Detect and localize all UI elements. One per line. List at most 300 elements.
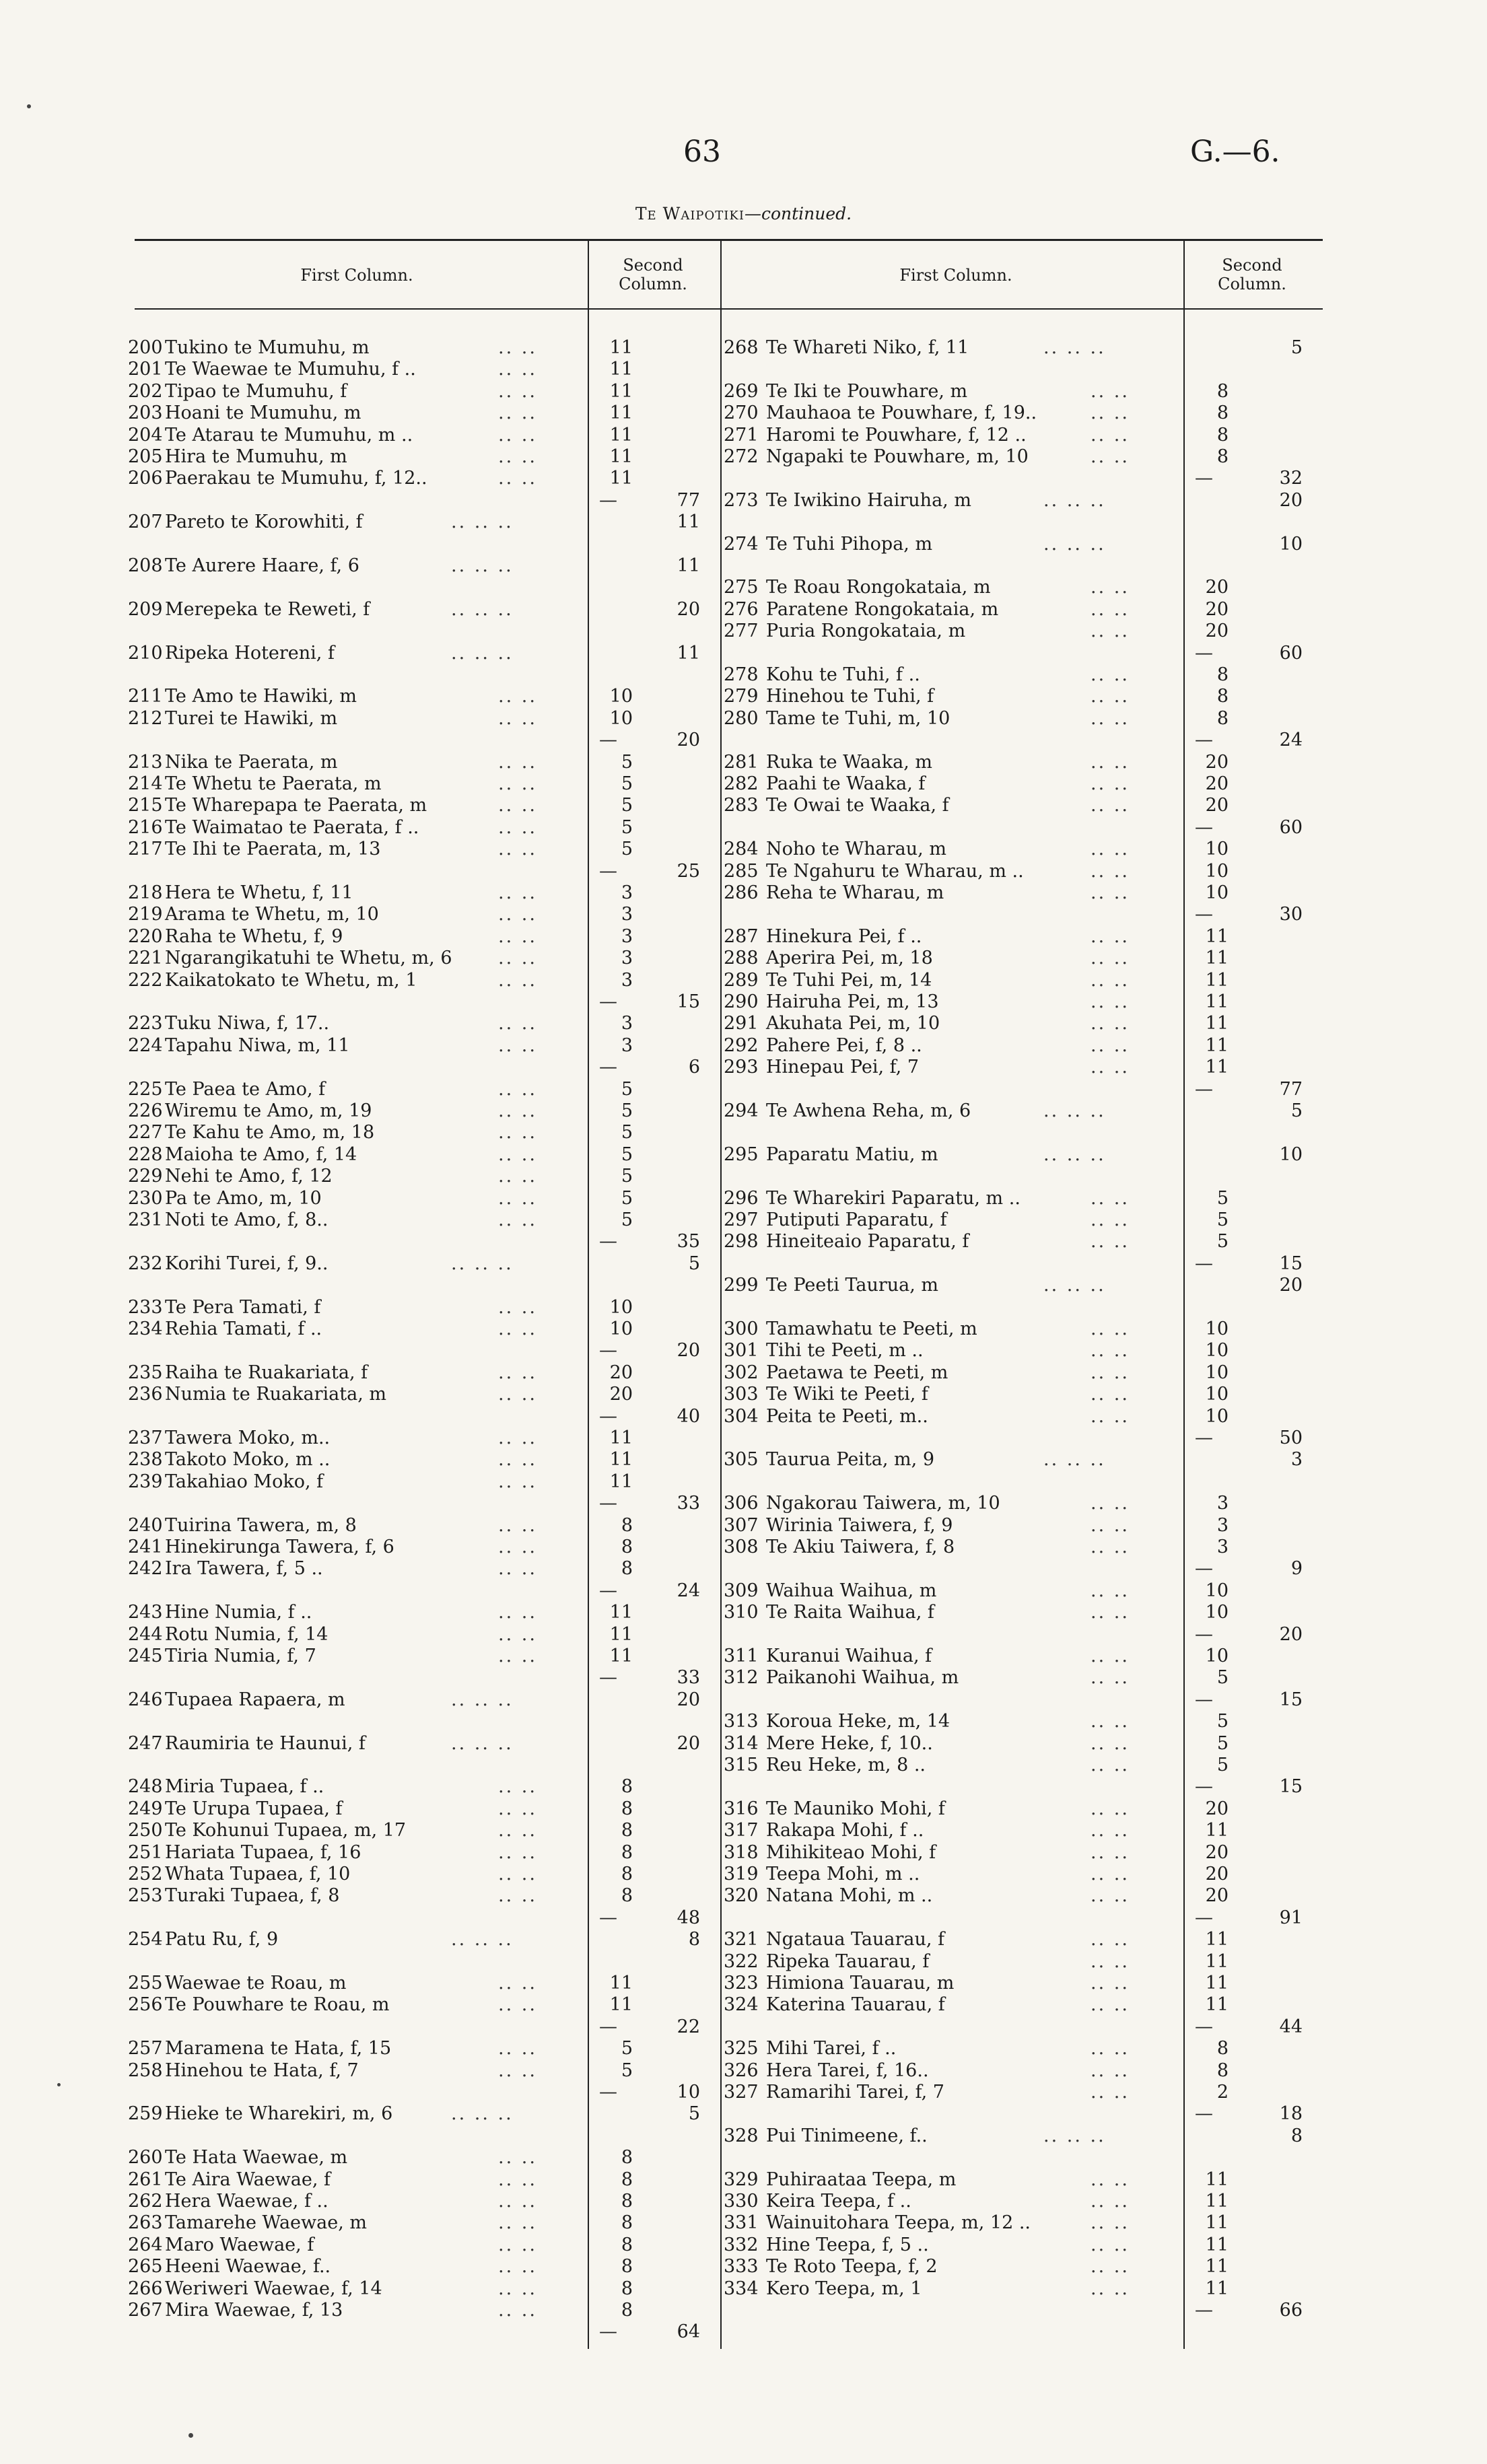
entry-number: 280 (724, 708, 759, 729)
register-row (0, 1100, 1487, 1123)
subtotal-rule: — (1195, 1079, 1213, 1100)
entry-value: 20 (1205, 1864, 1229, 1885)
entry-number: 306 (724, 1493, 759, 1514)
entry-value: 20 (677, 1733, 700, 1754)
entry-value: 5 (621, 817, 633, 838)
entry-value: 10 (1205, 1646, 1229, 1666)
entry-number: 256 (128, 1994, 163, 2015)
register-row (0, 533, 1487, 556)
entry-name: Hira te Mumuhu, m (165, 446, 347, 467)
register-row (0, 2169, 1487, 2191)
register-row (0, 424, 1487, 447)
leader-dots: .. .. (1091, 991, 1130, 1012)
register-row (0, 1471, 1487, 1493)
leader-dots: .. .. .. (1043, 534, 1106, 555)
register-row (0, 337, 1487, 359)
leader-dots: .. .. (498, 1798, 537, 1819)
entry-name: Heeni Waewae, f.. (165, 2256, 331, 2277)
entry-value: 8 (621, 1558, 633, 1579)
register-row (0, 620, 1487, 643)
register-row (0, 1296, 1487, 1319)
entry-name: Te Kahu te Amo, m, 18 (165, 1122, 375, 1143)
entry-value: 8 (621, 2169, 633, 2190)
leader-dots: .. .. (1091, 1994, 1130, 2015)
subtotal-value: 60 (1279, 643, 1303, 664)
entry-number: 211 (128, 686, 163, 707)
register-row (0, 1645, 1487, 1668)
leader-dots: .. .. .. (1043, 1144, 1106, 1165)
subtotal-value: 20 (1279, 1624, 1303, 1645)
entry-name: Turei te Hawiki, m (165, 708, 338, 729)
leader-dots: .. .. (498, 2234, 537, 2255)
leader-dots: .. .. (498, 926, 537, 947)
leader-dots: .. .. .. (451, 512, 514, 532)
entry-value: 11 (1205, 1057, 1229, 1078)
register-row (0, 1841, 1487, 1864)
entry-name: Korihi Turei, f, 9.. (165, 1253, 328, 1274)
entry-number: 251 (128, 1842, 163, 1863)
entry-number: 220 (128, 926, 163, 947)
subtotal-rule: — (1195, 1624, 1213, 1645)
entry-name: Ripeka Hotereni, f (165, 643, 335, 664)
right-second-column-header (1185, 256, 1319, 293)
subtotal-value: 48 (677, 1907, 700, 1928)
entry-name: Pui Tinimeene, f.. (766, 2125, 928, 2146)
leader-dots: .. .. (498, 1471, 537, 1492)
subtotal-value: 20 (677, 730, 700, 750)
entry-value: 2 (1216, 2082, 1229, 2103)
entry-name: Miria Tupaea, f .. (165, 1776, 324, 1797)
entry-number: 314 (724, 1733, 759, 1754)
subtotal-row (0, 816, 1487, 839)
entry-value: 11 (609, 468, 633, 489)
entry-value: 8 (621, 2234, 633, 2255)
subtotal-value: 60 (1279, 817, 1303, 838)
register-row (0, 2125, 1487, 2148)
subtotal-value: 24 (677, 1580, 700, 1601)
entry-name: Noho te Wharau, m (766, 839, 946, 859)
entry-number: 331 (724, 2212, 759, 2233)
entry-name: Katerina Tauarau, f (766, 1994, 945, 2015)
leader-dots: .. .. (498, 1646, 537, 1666)
entry-name: Tukino te Mumuhu, m (165, 337, 370, 358)
entry-name: Hera Waewae, f .. (165, 2191, 328, 2212)
entry-value: 11 (677, 643, 700, 664)
leader-dots: .. .. (498, 1864, 537, 1885)
register-row (0, 1339, 1487, 1362)
subtotal-rule: — (1195, 1907, 1213, 1928)
entry-number: 279 (724, 686, 759, 707)
header-line-1: Second (623, 256, 683, 275)
entry-number: 236 (128, 1384, 163, 1405)
entry-number: 289 (724, 970, 759, 991)
entry-value: 11 (677, 555, 700, 576)
entry-number: 333 (724, 2256, 759, 2277)
entry-number: 202 (128, 381, 163, 402)
entry-name: Kaikatokato te Whetu, m, 1 (165, 970, 417, 991)
subtotal-value: 15 (1279, 1776, 1303, 1797)
entry-number: 200 (128, 337, 163, 358)
leader-dots: .. .. (1091, 839, 1130, 859)
leader-dots: .. .. (1091, 1951, 1130, 1972)
entry-number: 264 (128, 2234, 163, 2255)
subtotal-rule: — (599, 2082, 617, 2103)
leader-dots: .. .. (498, 2191, 537, 2212)
entry-number: 222 (128, 970, 163, 991)
entry-name: Reu Heke, m, 8 .. (766, 1755, 926, 1775)
entry-name: Mauhaoa te Pouwhare, f, 19.. (766, 402, 1037, 423)
entry-name: Te Ihi te Paerata, m, 13 (165, 839, 381, 859)
subtotal-value: 91 (1279, 1907, 1303, 1928)
leader-dots: .. .. (1091, 446, 1130, 467)
leader-dots: .. .. (498, 359, 537, 380)
entry-name: Noti te Amo, f, 8.. (165, 1209, 328, 1230)
page-title (0, 204, 1487, 223)
entry-name: Puhiraataa Teepa, m (766, 2169, 957, 2190)
entry-value: 20 (677, 599, 700, 620)
register-row (0, 446, 1487, 468)
entry-name: Tihi te Peeti, m .. (766, 1340, 924, 1361)
entry-value: 11 (1205, 970, 1229, 991)
entry-number: 309 (724, 1580, 759, 1601)
register-row (0, 1732, 1487, 1755)
entry-value: 11 (1205, 926, 1229, 947)
entry-number: 287 (724, 926, 759, 947)
subtotal-row (0, 2103, 1487, 2125)
entry-number: 316 (724, 1798, 759, 1819)
leader-dots: .. .. (1091, 1384, 1130, 1405)
leader-dots: .. .. .. (451, 1253, 514, 1274)
register-row (0, 1274, 1487, 1297)
entry-name: Taurua Peita, m, 9 (766, 1449, 935, 1470)
entry-name: Tuku Niwa, f, 17.. (165, 1013, 330, 1034)
entry-number: 330 (724, 2191, 759, 2212)
entry-number: 215 (128, 795, 163, 816)
leader-dots: .. .. (1091, 2060, 1130, 2081)
entry-name: Maro Waewae, f (165, 2234, 314, 2255)
entry-name: Pa te Amo, m, 10 (165, 1188, 322, 1209)
leader-dots: .. .. (1091, 2212, 1130, 2233)
entry-value: 5 (1290, 1100, 1303, 1121)
entry-number: 233 (128, 1297, 163, 1318)
subtotal-rule: — (1195, 1776, 1213, 1797)
title-caps: Te Waipotiki (635, 204, 745, 223)
entry-value: 3 (1216, 1537, 1229, 1557)
entry-value: 8 (1216, 425, 1229, 446)
entry-name: Haromi te Pouwhare, f, 12 .. (766, 425, 1027, 446)
entry-number: 327 (724, 2082, 759, 2103)
register-row (0, 402, 1487, 425)
entry-value: 11 (1205, 2278, 1229, 2299)
entry-value: 11 (677, 512, 700, 532)
subtotal-rule: — (599, 861, 617, 882)
entry-value: 11 (1205, 1994, 1229, 2015)
entry-name: Takoto Moko, m .. (165, 1449, 331, 1470)
leader-dots: .. .. (1091, 1646, 1130, 1666)
entry-value: 5 (621, 2060, 633, 2081)
register-row (0, 380, 1487, 403)
entry-name: Rehia Tamati, f .. (165, 1318, 322, 1339)
subtotal-row (0, 642, 1487, 665)
entry-name: Hine Teepa, f, 5 .. (766, 2234, 929, 2255)
leader-dots: .. .. (498, 882, 537, 903)
subtotal-value: 66 (1279, 2300, 1303, 2321)
entry-name: Kuranui Waihua, f (766, 1646, 932, 1666)
entry-value: 5 (1216, 1711, 1229, 1732)
entry-name: Te Paea te Amo, f (165, 1079, 326, 1100)
entry-name: Hieke te Wharekiri, m, 6 (165, 2103, 393, 2124)
entry-value: 10 (609, 686, 633, 707)
leader-dots: .. .. .. (451, 2103, 514, 2124)
register-row (0, 1383, 1487, 1406)
entry-number: 201 (128, 359, 163, 380)
entry-value: 8 (621, 1842, 633, 1863)
entry-number: 260 (128, 2147, 163, 2168)
subtotal-rule: — (599, 1580, 617, 1601)
entry-number: 254 (128, 1929, 163, 1950)
leader-dots: .. .. (498, 1428, 537, 1448)
entry-value: 5 (621, 1079, 633, 1100)
entry-name: Wirinia Taiwera, f, 9 (766, 1515, 953, 1536)
entry-number: 325 (724, 2038, 759, 2059)
entry-name: Te Awhena Reha, m, 6 (766, 1100, 971, 1121)
entry-name: Tupaea Rapaera, m (165, 1689, 345, 1710)
subtotal-value: 10 (677, 2082, 700, 2103)
entry-name: Raha te Whetu, f, 9 (165, 926, 343, 947)
entry-value: 10 (1205, 1602, 1229, 1623)
entry-name: Himiona Tauarau, m (766, 1973, 955, 1994)
entry-value: 5 (621, 1166, 633, 1187)
leader-dots: .. .. (498, 1384, 537, 1405)
entry-number: 212 (128, 708, 163, 729)
entry-value: 20 (1205, 577, 1229, 598)
entry-value: 10 (1205, 1580, 1229, 1601)
register-row (0, 1819, 1487, 1842)
entry-value: 5 (1216, 1733, 1229, 1754)
entry-number: 242 (128, 1558, 163, 1579)
entry-value: 5 (621, 1144, 633, 1165)
entry-number: 324 (724, 1994, 759, 2015)
entry-number: 271 (724, 425, 759, 446)
entry-name: Raiha te Ruakariata, f (165, 1362, 368, 1383)
leader-dots: .. .. (498, 839, 537, 859)
leader-dots: .. .. .. (1043, 490, 1106, 511)
leader-dots: .. .. (498, 2212, 537, 2233)
subtotal-value: 40 (677, 1406, 700, 1427)
subtotal-rule: — (1195, 2300, 1213, 2321)
entry-value: 11 (1205, 2234, 1229, 2255)
register-row (0, 1034, 1487, 1057)
right-first-column-header: First Column. (899, 266, 1012, 285)
entry-number: 232 (128, 1253, 163, 1274)
leader-dots: .. .. (1091, 2191, 1130, 2212)
entry-value: 5 (1290, 337, 1303, 358)
entry-value: 10 (609, 708, 633, 729)
entry-name: Merepeka te Reweti, f (165, 599, 370, 620)
subtotal-value: 33 (677, 1667, 700, 1688)
register-row (0, 925, 1487, 948)
entry-value: 8 (621, 2300, 633, 2321)
entry-number: 290 (724, 991, 759, 1012)
entry-value: 3 (1290, 1449, 1303, 1470)
entry-number: 235 (128, 1362, 163, 1383)
entry-number: 266 (128, 2278, 163, 2299)
register-row (0, 1885, 1487, 1907)
register-row (0, 1012, 1487, 1035)
register-row (0, 751, 1487, 774)
leader-dots: .. .. (1091, 970, 1130, 991)
entry-name: Hinepau Pei, f, 7 (766, 1057, 920, 1078)
leader-dots: .. .. (1091, 795, 1130, 816)
entry-value: 20 (1205, 621, 1229, 641)
leader-dots: .. .. (498, 708, 537, 729)
entry-value: 20 (1205, 1885, 1229, 1906)
register-row (0, 1950, 1487, 1973)
entry-number: 219 (128, 904, 163, 925)
leader-dots: .. .. (498, 1166, 537, 1187)
entry-value: 11 (1205, 2212, 1229, 2233)
leader-dots: .. .. (498, 2278, 537, 2299)
register-row (0, 598, 1487, 621)
subtotal-rule: — (599, 1406, 617, 1427)
leader-dots: .. .. (1091, 708, 1130, 729)
entry-name: Tamarehe Waewae, m (165, 2212, 367, 2233)
subtotal-value: 22 (677, 2016, 700, 2037)
leader-dots: .. .. (498, 1449, 537, 1470)
leader-dots: .. .. (1091, 1885, 1130, 1906)
entry-number: 319 (724, 1864, 759, 1885)
entry-name: Tawera Moko, m.. (165, 1428, 331, 1448)
entry-name: Hera te Whetu, f, 11 (165, 882, 353, 903)
left-second-column-header (589, 256, 717, 293)
entry-name: Ngataua Tauarau, f (766, 1929, 945, 1950)
entry-name: Mira Waewae, f, 13 (165, 2300, 343, 2321)
entry-name: Te Pera Tamati, f (165, 1297, 321, 1318)
subtotal-rule: — (1195, 904, 1213, 925)
entry-value: 10 (1205, 1318, 1229, 1339)
entry-number: 334 (724, 2278, 759, 2299)
subtotal-value: 77 (677, 490, 700, 511)
leader-dots: .. .. .. (451, 1733, 514, 1754)
page-number: 63 (683, 135, 721, 169)
entry-name: Ira Tawera, f, 5 .. (165, 1558, 323, 1579)
leader-dots: .. .. (498, 1994, 537, 2015)
entry-name: Kero Teepa, m, 1 (766, 2278, 922, 2299)
entry-number: 249 (128, 1798, 163, 1819)
leader-dots: .. .. (498, 795, 537, 816)
entry-number: 229 (128, 1166, 163, 1187)
entry-value: 5 (621, 1122, 633, 1143)
entry-number: 293 (724, 1057, 759, 1078)
entry-value: 20 (677, 1689, 700, 1710)
entry-number: 244 (128, 1624, 163, 1645)
entry-name: Paratene Rongokataia, m (766, 599, 999, 620)
leader-dots: .. .. (1091, 2234, 1130, 2255)
subtotal-value: 35 (677, 1231, 700, 1252)
entry-number: 267 (128, 2300, 163, 2321)
entry-name: Te Amo te Hawiki, m (165, 686, 357, 707)
subtotal-row (0, 1557, 1487, 1580)
entry-name: Hairuha Pei, m, 13 (766, 991, 939, 1012)
register-row (0, 1318, 1487, 1341)
entry-number: 218 (128, 882, 163, 903)
entry-name: Pahere Pei, f, 8 .. (766, 1035, 922, 1056)
entry-name: Te Atarau te Mumuhu, m .. (165, 425, 413, 446)
entry-value: 5 (1216, 1188, 1229, 1209)
entry-number: 237 (128, 1428, 163, 1448)
leader-dots: .. .. (1091, 2169, 1130, 2190)
entry-name: Nika te Paerata, m (165, 752, 338, 773)
entry-name: Hineiteaio Paparatu, f (766, 1231, 969, 1252)
subtotal-row (0, 1078, 1487, 1101)
entry-name: Te Waimatao te Paerata, f .. (165, 817, 419, 838)
leader-dots: .. .. (1091, 1798, 1130, 1819)
leader-dots: .. .. (1091, 1013, 1130, 1034)
entry-number: 296 (724, 1188, 759, 1209)
entry-value: 8 (1216, 708, 1229, 729)
entry-number: 258 (128, 2060, 163, 2081)
entry-value: 10 (1205, 1362, 1229, 1383)
entry-value: 8 (1216, 402, 1229, 423)
register-row (0, 1710, 1487, 1733)
entry-name: Tapahu Niwa, m, 11 (165, 1035, 350, 1056)
entry-name: Pareto te Korowhiti, f (165, 512, 363, 532)
entry-name: Rotu Numia, f, 14 (165, 1624, 328, 1645)
leader-dots: .. .. (498, 2256, 537, 2277)
subtotal-value: 9 (1290, 1558, 1303, 1579)
entry-name: Aperira Pei, m, 18 (766, 948, 933, 969)
leader-dots: .. .. (498, 1362, 537, 1383)
entry-value: 8 (1216, 664, 1229, 685)
entry-name: Te Owai te Waaka, f (766, 795, 949, 816)
entry-number: 298 (724, 1231, 759, 1252)
document-code: G.—6. (1190, 135, 1280, 169)
entry-number: 317 (724, 1820, 759, 1841)
leader-dots: .. .. (1091, 2278, 1130, 2299)
entry-name: Te Whetu te Paerata, m (165, 773, 382, 794)
entry-value: 11 (1205, 1013, 1229, 1034)
entry-name: Te Wiki te Peeti, f (766, 1384, 928, 1405)
entry-name: Tuirina Tawera, m, 8 (165, 1515, 357, 1536)
entry-name: Rakapa Mohi, f .. (766, 1820, 924, 1841)
register-row (0, 1601, 1487, 1624)
entry-value: 5 (688, 2103, 700, 2124)
entry-number: 221 (128, 948, 163, 969)
entry-name: Te Pouwhare te Roau, m (165, 1994, 390, 2015)
entry-name: Te Wharekiri Paparatu, m .. (766, 1188, 1021, 1209)
entry-value: 5 (688, 1253, 700, 1274)
entry-name: Arama te Whetu, m, 10 (165, 904, 379, 925)
register-row (0, 707, 1487, 730)
entry-number: 284 (724, 839, 759, 859)
entry-name: Te Mauniko Mohi, f (766, 1798, 945, 1819)
entry-name: Paparatu Matiu, m (766, 1144, 938, 1165)
leader-dots: .. .. (498, 1624, 537, 1645)
leader-dots: .. .. (498, 446, 537, 467)
entry-value: 10 (1205, 861, 1229, 882)
leader-dots: .. .. (498, 686, 537, 707)
entry-value: 8 (621, 1515, 633, 1536)
register-row (0, 1798, 1487, 1821)
entry-name: Ngapaki te Pouwhare, m, 10 (766, 446, 1029, 467)
register-row (0, 773, 1487, 796)
leader-dots: .. .. (1091, 1973, 1130, 1994)
entry-number: 308 (724, 1537, 759, 1557)
entry-value: 5 (621, 1188, 633, 1209)
leader-dots: .. .. (498, 1209, 537, 1230)
entry-number: 310 (724, 1602, 759, 1623)
entry-name: Mihikiteao Mohi, f (766, 1842, 936, 1863)
